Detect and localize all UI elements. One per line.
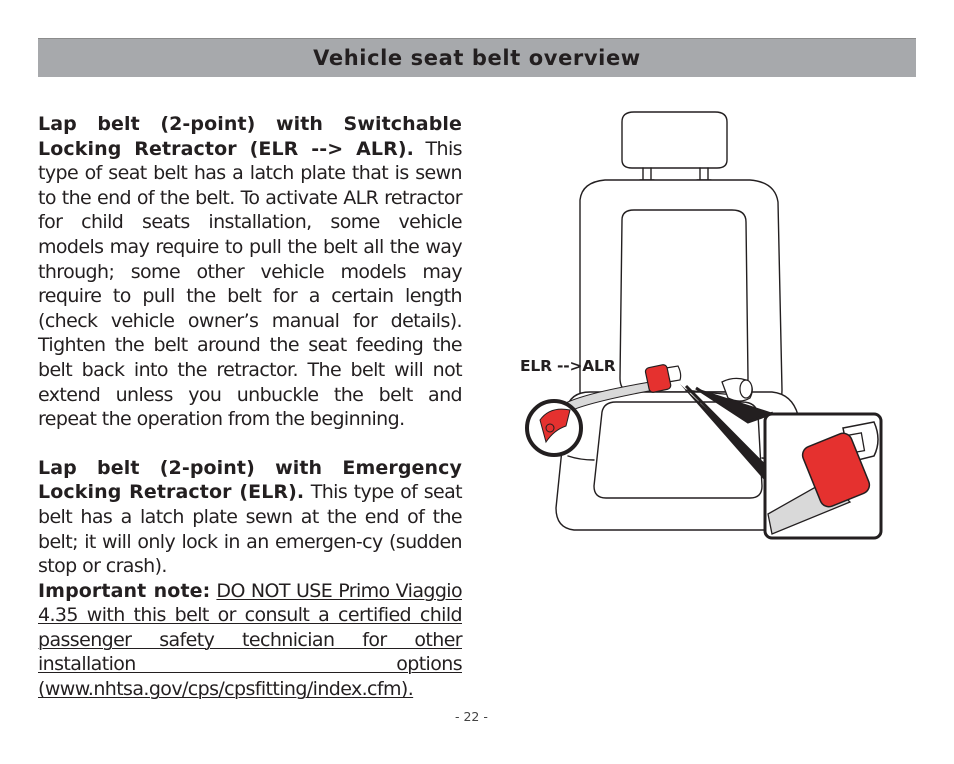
- paragraph-slr: [38, 112, 462, 432]
- heading-elr: Lap belt (2-point) with Emergency Locking Retractor (ELR).: [38, 456, 462, 504]
- paragraph-spacer: [38, 432, 462, 456]
- heading-slr: Lap belt (2-point) with Switchable Locking Retractor (ELR --> ALR).: [38, 113, 462, 160]
- seat-belt-illustration: [510, 110, 890, 550]
- text-column: [38, 112, 462, 702]
- heading-note: Important note:: [38, 579, 211, 602]
- page-number: - 22 -: [455, 709, 488, 724]
- page-title: Vehicle seat belt overview: [313, 46, 641, 70]
- body-elr: This type of seat belt has a latch plate sewn at the end of the belt; it will only lock in an emergen-cy (sudden stop or crash).: [38, 481, 462, 578]
- section-header-bar: [38, 38, 916, 77]
- ELR-callout-circle: [527, 401, 581, 455]
- magnified-latch-icon: [765, 414, 881, 538]
- paragraph-elr: [38, 456, 462, 579]
- body-slr: This type of seat belt has a latch plate that is sewn to the end of the belt. To activate ALR retractor for child seats installation, some vehicle models may require to pull the belt all the way through; some other vehicle models may require to pull the belt for a certain length (check vehicle owner’s manual for details). Tighten the belt around the seat feeding the belt back into the retractor. The belt will not extend unless you unbuckle the belt and repeat the operation from the beginning.: [38, 137, 462, 431]
- body-note: DO NOT USE Primo Viaggio 4.35 with this belt or consult a certified child passenger safety technician for other installation options (www.nhtsa.gov/cps/cpsfitting/index.cfm).: [38, 579, 462, 701]
- paragraph-note: [38, 579, 462, 702]
- elr-alr-label: ELR -->ALR: [520, 357, 616, 375]
